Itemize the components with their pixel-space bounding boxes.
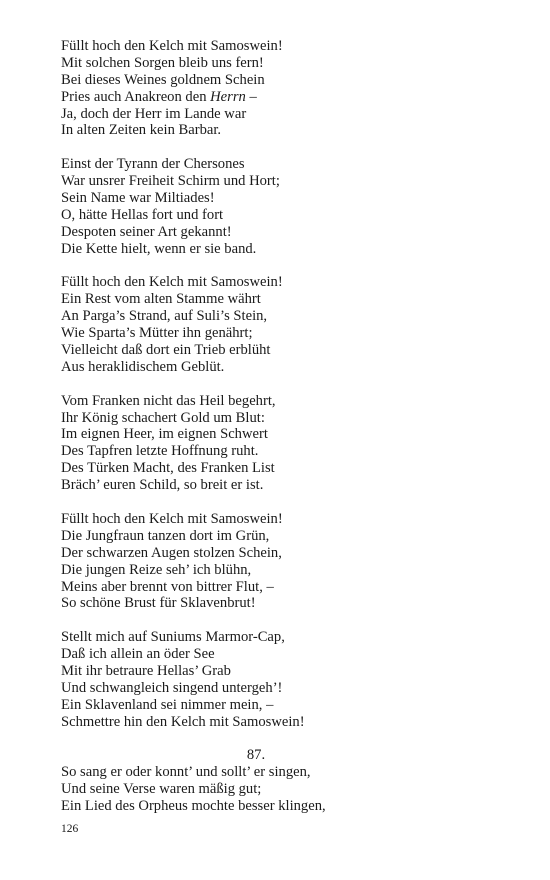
verse-line: Ein Sklavenland sei nimmer mein, – (61, 696, 274, 713)
verse-line: Bei dieses Weines goldnem Schein (61, 71, 265, 88)
verse-text-tail: – (245, 88, 257, 105)
verse-line: Aus heraklidischem Geblüt. (61, 358, 225, 375)
verse-line: So sang er oder konnt’ und sollt’ er singen, (61, 764, 311, 781)
verse-line: Die jungen Reize seh’ ich blühn, (61, 561, 252, 578)
verse-line: Füllt hoch den Kelch mit Samoswein! (61, 38, 283, 54)
verse-line: Im eignen Heer, im eignen Schwert (61, 426, 268, 443)
verse-line: Des Tapfren letzte Hoffnung ruht. (61, 443, 259, 460)
verse-line: Ihr König schachert Gold um Blut: (61, 409, 265, 426)
section-stanza (61, 764, 361, 815)
verse-line: Schmettre hin den Kelch mit Samoswein! (61, 713, 305, 730)
verse-line: Ein Lied des Orpheus mochte besser klingen, (61, 798, 326, 815)
verse-line: Der schwarzen Augen stolzen Schein, (61, 544, 282, 561)
verse-text: Pries auch Anakreon den (61, 88, 211, 105)
verse-line: Meins aber brennt von bittrer Flut, – (61, 578, 274, 595)
verse-line: Und schwangleich singend untergeh’! (61, 679, 283, 696)
verse-line-with-italic (61, 89, 361, 106)
verse-line: Daß ich allein an öder See (61, 646, 215, 663)
verse-line: So schöne Brust für Sklavenbrut! (61, 595, 256, 612)
verse-line: Bräch’ euren Schild, so breit er ist. (61, 477, 264, 494)
verse-line: Und seine Verse waren mäßig gut; (61, 781, 262, 798)
verse-line: O, hätte Hellas fort und fort (61, 206, 224, 223)
italic-word: Herrn (210, 88, 246, 105)
verse-line: In alten Zeiten kein Barbar. (61, 122, 222, 139)
stanza-4 (61, 393, 361, 494)
verse-line: Einst der Tyrann der Chersones (61, 156, 245, 173)
verse-line: Mit solchen Sorgen bleib uns fern! (61, 54, 264, 71)
page-number: 126 (61, 823, 79, 835)
verse-line: Füllt hoch den Kelch mit Samoswein! (61, 274, 283, 291)
verse-line: Mit ihr betraure Hellas’ Grab (61, 662, 231, 679)
verse-line: An Parga’s Strand, auf Suli’s Stein, (61, 308, 268, 325)
verse-line: Des Türken Macht, des Franken List (61, 460, 275, 477)
verse-line: Vom Franken nicht das Heil begehrt, (61, 392, 276, 409)
verse-line: Die Kette hielt, wenn er sie band. (61, 240, 257, 257)
poem-body (61, 38, 361, 815)
stanza-5 (61, 511, 361, 612)
verse-line: Stellt mich auf Suniums Marmor-Cap, (61, 629, 285, 646)
stanza-2 (61, 156, 361, 257)
stanza-3 (61, 274, 361, 375)
verse-line: Ja, doch der Herr im Lande war (61, 105, 247, 122)
verse-line: Ein Rest vom alten Stamme währt (61, 291, 261, 308)
section-number: 87. (246, 747, 266, 764)
verse-line: Sein Name war Miltiades! (61, 190, 215, 207)
verse-line: Wie Sparta’s Mütter ihn genährt; (61, 325, 253, 342)
stanza-1 (61, 38, 361, 139)
verse-line: War unsrer Freiheit Schirm und Hort; (61, 173, 280, 190)
verse-line: Vielleicht daß dort ein Trieb erblüht (61, 342, 271, 359)
verse-line: Die Jungfraun tanzen dort im Grün, (61, 527, 270, 544)
stanza-6 (61, 629, 361, 730)
verse-line: Füllt hoch den Kelch mit Samoswein! (61, 510, 283, 527)
verse-line: Despoten seiner Art gekannt! (61, 223, 232, 240)
